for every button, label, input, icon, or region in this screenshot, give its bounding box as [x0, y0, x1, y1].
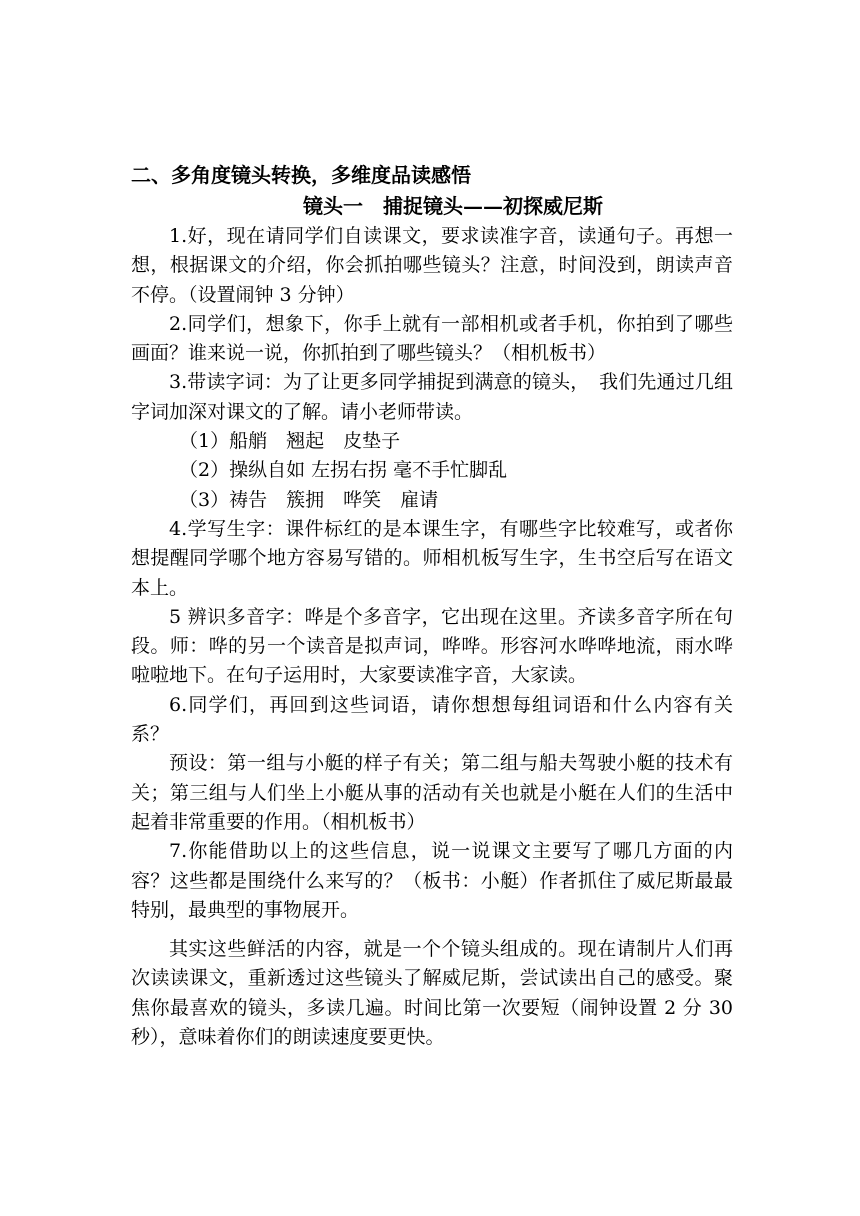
paragraph-1: 1.好，现在请同学们自读课文，要求读准字音，读通句子。再想一想，根据课文的介绍，你会抓拍哪些镜头？注意，时间没到，朗读声音不停。（设置闹钟 3 分钟）	[131, 225, 733, 306]
paragraph-8: 7.你能借助以上的这些信息，说一说课文主要写了哪几方面的内容？这些都是围绕什么来写的？（板书：小艇）作者抓住了威尼斯最最特别，最典型的事物展开。	[131, 840, 733, 921]
paragraph-6: 6.同学们，再回到这些词语，请你想想每组词语和什么内容有关系？	[131, 693, 733, 746]
paragraph-2: 2.同学们，想象下，你手上就有一部相机或者手机，你拍到了哪些画面？谁来说一说，你抓拍到了哪些镜头？（相机板书）	[131, 312, 733, 365]
paragraph-3: 3.带读字词：为了让更多同学捕捉到满意的镜头， 我们先通过几组字词加深对课文的了解。请小老师带读。	[131, 371, 733, 423]
sub-title: 镜头一 捕捉镜头——初探威尼斯	[303, 194, 603, 218]
word-group-3: （3）祷告 簇拥 哗笑 雇请	[179, 488, 439, 511]
document-body	[131, 160, 733, 1052]
paragraph-7: 预设：第一组与小艇的样子有关；第二组与船夫驾驶小艇的技术有关；第三组与人们坐上小艇从事的活动有关也就是小艇在人们的生活中起着非常重要的作用。（相机板书）	[131, 752, 733, 833]
word-group-2: （2）操纵自如 左拐右拐 毫不手忙脚乱	[179, 459, 508, 482]
word-group-1: （1）船艄 翘起 皮垫子	[179, 430, 401, 453]
section-title: 二、多角度镜头转换，多维度品读感悟	[131, 163, 471, 187]
paragraph-9: 其实这些鲜活的内容，就是一个个镜头组成的。现在请制片人们再次读读课文，重新透过这些镜头了解威尼斯，尝试读出自己的感受。聚焦你最喜欢的镜头，多读几遍。时间比第一次要短（闹钟设置 2 分 30 秒），意味着你们的朗读速度要更快。	[131, 938, 733, 1049]
paragraph-5: 5 辨识多音字：哗是个多音字，它出现在这里。齐读多音字所在句段。师：哗的另一个读音是拟声词，哗哗。形容河水哗哗地流，雨水哗啦啦地下。在句子运用时，大家要读准字音，大家读。	[131, 605, 733, 687]
paragraph-4: 4.学写生字：课件标红的是本课生字，有哪些字比较难写，或者你想提醒同学哪个地方容易写错的。师相机板写生字，生书空后写在语文本上。	[131, 517, 733, 599]
